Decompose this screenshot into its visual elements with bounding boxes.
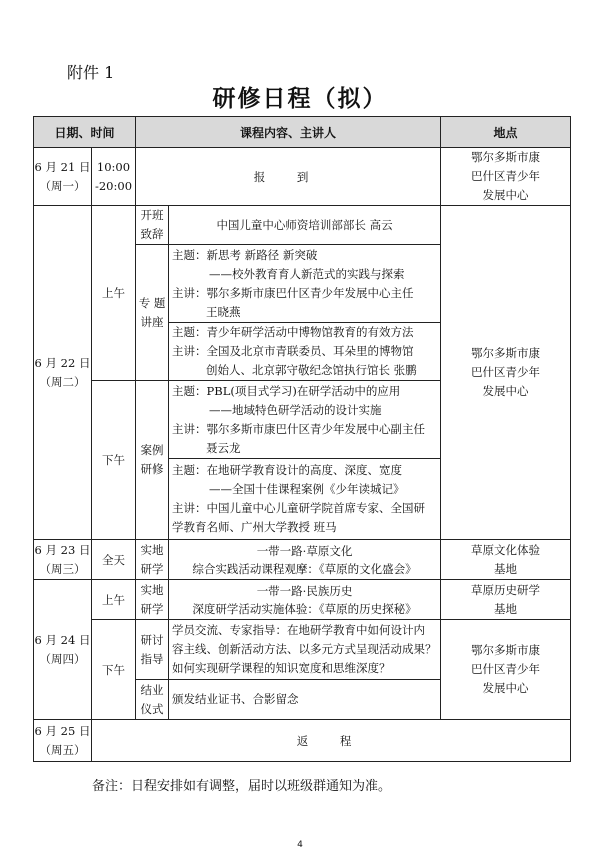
period-cell: 全天 (92, 540, 136, 580)
page-number: 4 (297, 840, 303, 850)
speaker-line: 主讲：全国及北京市青联委员、耳朵里的博物馆 (172, 344, 414, 358)
table-header-row (34, 117, 571, 148)
session-type-line: 开班 (140, 208, 164, 222)
date-cell (34, 206, 92, 540)
speaker-line: 学教育名师、广州大学教授 班马 (172, 520, 337, 534)
content-cell: 中国儿童中心师资培训部部长 高云 (169, 206, 441, 245)
speaker-line: 创始人、北京郭守敬纪念馆执行馆长 张鹏 (206, 363, 417, 377)
location-line: 基地 (494, 601, 518, 616)
time-start: 10:00 (96, 159, 131, 174)
location-line: 草原历史研学 (471, 582, 541, 597)
session-type-line: 结业 (140, 682, 164, 697)
location-cell (441, 206, 571, 540)
content-line: 如何实现研学课程的知识宽度和思维深度？ (172, 661, 391, 675)
date-text: 6 月 23 日 (34, 542, 91, 557)
content-line: 一带一路·民族历史 (256, 583, 353, 598)
header-location: 地点 (441, 117, 571, 148)
content-line: 容主线、创新活动方法、以多元方式呈现活动成果？ (172, 642, 437, 656)
speaker-line: 主讲：鄂尔多斯市康巴什区青少年发展中心副主任 (172, 421, 426, 436)
content-cell (169, 580, 441, 620)
content-cell (169, 459, 441, 540)
session-type-cell (136, 680, 169, 720)
session-type-line: 仪式 (140, 701, 164, 716)
content-cell (136, 148, 441, 206)
speaker-line: 聂云龙 (206, 440, 241, 455)
topic-line: 主题：新思考 新路径 新突破 (172, 247, 318, 262)
topic-line: 主题：在地研学教育设计的高度、深度、宽度 (172, 463, 403, 477)
location-line: 巴什区青少年 (471, 169, 541, 183)
location-line: 鄂尔多斯市康 (471, 346, 541, 360)
session-type-line: 研讨 (140, 632, 164, 647)
speaker-line: 主讲：鄂尔多斯市康巴什区青少年发展中心主任 (172, 285, 414, 300)
weekday-text: （周五） (39, 742, 86, 757)
session-type-line: 专 题 (138, 295, 166, 310)
schedule-table (33, 116, 571, 762)
location-cell (441, 580, 571, 620)
header-content: 课程内容、主讲人 (136, 117, 441, 148)
table-row-day5 (34, 720, 571, 762)
speaker-line: 主讲：中国儿童中心儿童研学院首席专家、全国研 (172, 501, 426, 515)
date-cell (34, 580, 92, 720)
content-line: 深度研学活动实施体验：《草原的历史探秘》 (192, 601, 417, 616)
weekday-text: （周三） (39, 561, 86, 576)
page-title: 研修日程（拟） (212, 86, 388, 112)
weekday-text: （周四） (39, 651, 86, 666)
content-line: 一带一路·草原文化 (256, 543, 353, 558)
session-type-cell (136, 245, 169, 381)
session-type-cell (136, 206, 169, 245)
content-text: 报 到 (253, 169, 323, 184)
session-type-line: 研学 (140, 561, 164, 576)
period-cell: 下午 (92, 381, 136, 540)
date-text: 6 月 24 日 (34, 632, 91, 647)
table-row-day4-seminar (34, 620, 571, 680)
session-type-line: 致辞 (140, 227, 164, 241)
location-line: 鄂尔多斯市康 (471, 150, 541, 164)
date-text: 6 月 25 日 (34, 723, 91, 738)
session-type-cell (136, 620, 169, 680)
content-cell (169, 680, 441, 720)
subtopic-line: ——全国十佳课程案例《少年读城记》 (209, 482, 405, 496)
location-line: 发展中心 (482, 384, 529, 398)
session-type-line: 实地 (140, 582, 164, 597)
content-cell (169, 245, 441, 323)
topic-line: 主题：青少年研学活动中博物馆教育的有效方法 (172, 325, 414, 339)
session-type-cell (136, 540, 169, 580)
location-cell (441, 540, 571, 580)
weekday-text: （周二） (39, 374, 86, 389)
session-type-line: 讲座 (140, 314, 164, 329)
content-cell (169, 323, 441, 381)
table-row-day2-opening (34, 206, 571, 245)
content-line: 颁发结业证书、合影留念 (172, 692, 299, 706)
date-cell (34, 540, 92, 580)
weekday-text: （周一） (39, 178, 86, 193)
time-end: -20:00 (94, 178, 133, 193)
subtopic-line: ——校外教育育人新范式的实践与探索 (209, 266, 405, 281)
location-cell (441, 148, 571, 206)
location-line: 鄂尔多斯市康 (471, 643, 541, 657)
content-text: 返 程 (296, 733, 366, 748)
location-line: 发展中心 (482, 188, 529, 202)
period-cell: 下午 (92, 620, 136, 720)
time-cell (92, 148, 136, 206)
date-text: 6 月 21 日 (34, 159, 91, 174)
date-cell (34, 148, 92, 206)
table-row-day3 (34, 540, 571, 580)
location-line: 巴什区青少年 (471, 662, 541, 676)
speaker-line: 王晓燕 (206, 304, 241, 319)
session-type-line: 研修 (140, 462, 164, 476)
session-type-line: 研学 (140, 601, 164, 616)
header-date-time: 日期、时间 (34, 117, 136, 148)
table-row-day1 (34, 148, 571, 206)
location-line: 发展中心 (482, 681, 529, 695)
session-type-line: 案例 (140, 443, 164, 457)
session-type-cell (136, 381, 169, 540)
session-type-line: 指导 (140, 651, 164, 666)
content-line: 学员交流、专家指导：在地研学教育中如何设计内 (172, 623, 426, 637)
location-line: 草原文化体验 (471, 542, 541, 557)
date-text: 6 月 22 日 (34, 355, 91, 370)
footnote: 备注：日程安排如有调整，届时以班级群通知为准。 (92, 779, 392, 794)
date-cell (34, 720, 92, 762)
table-row-day4-field (34, 580, 571, 620)
content-cell (169, 381, 441, 459)
session-type-line: 实地 (140, 542, 164, 557)
content-line: 综合实践活动课程观摩：《草原的文化盛会》 (192, 561, 417, 576)
period-cell: 上午 (92, 580, 136, 620)
content-cell (92, 720, 571, 762)
location-line: 巴什区青少年 (471, 365, 541, 379)
topic-line: 主题：PBL(项目式学习)在研学活动中的应用 (172, 383, 401, 398)
location-line: 基地 (494, 561, 518, 576)
content-cell (169, 540, 441, 580)
session-type-cell (136, 580, 169, 620)
attachment-label: 附件 1 (67, 63, 115, 82)
period-cell: 上午 (92, 206, 136, 381)
subtopic-line: ——地域特色研学活动的设计实施 (209, 402, 382, 417)
location-cell (441, 620, 571, 720)
content-cell (169, 620, 441, 680)
